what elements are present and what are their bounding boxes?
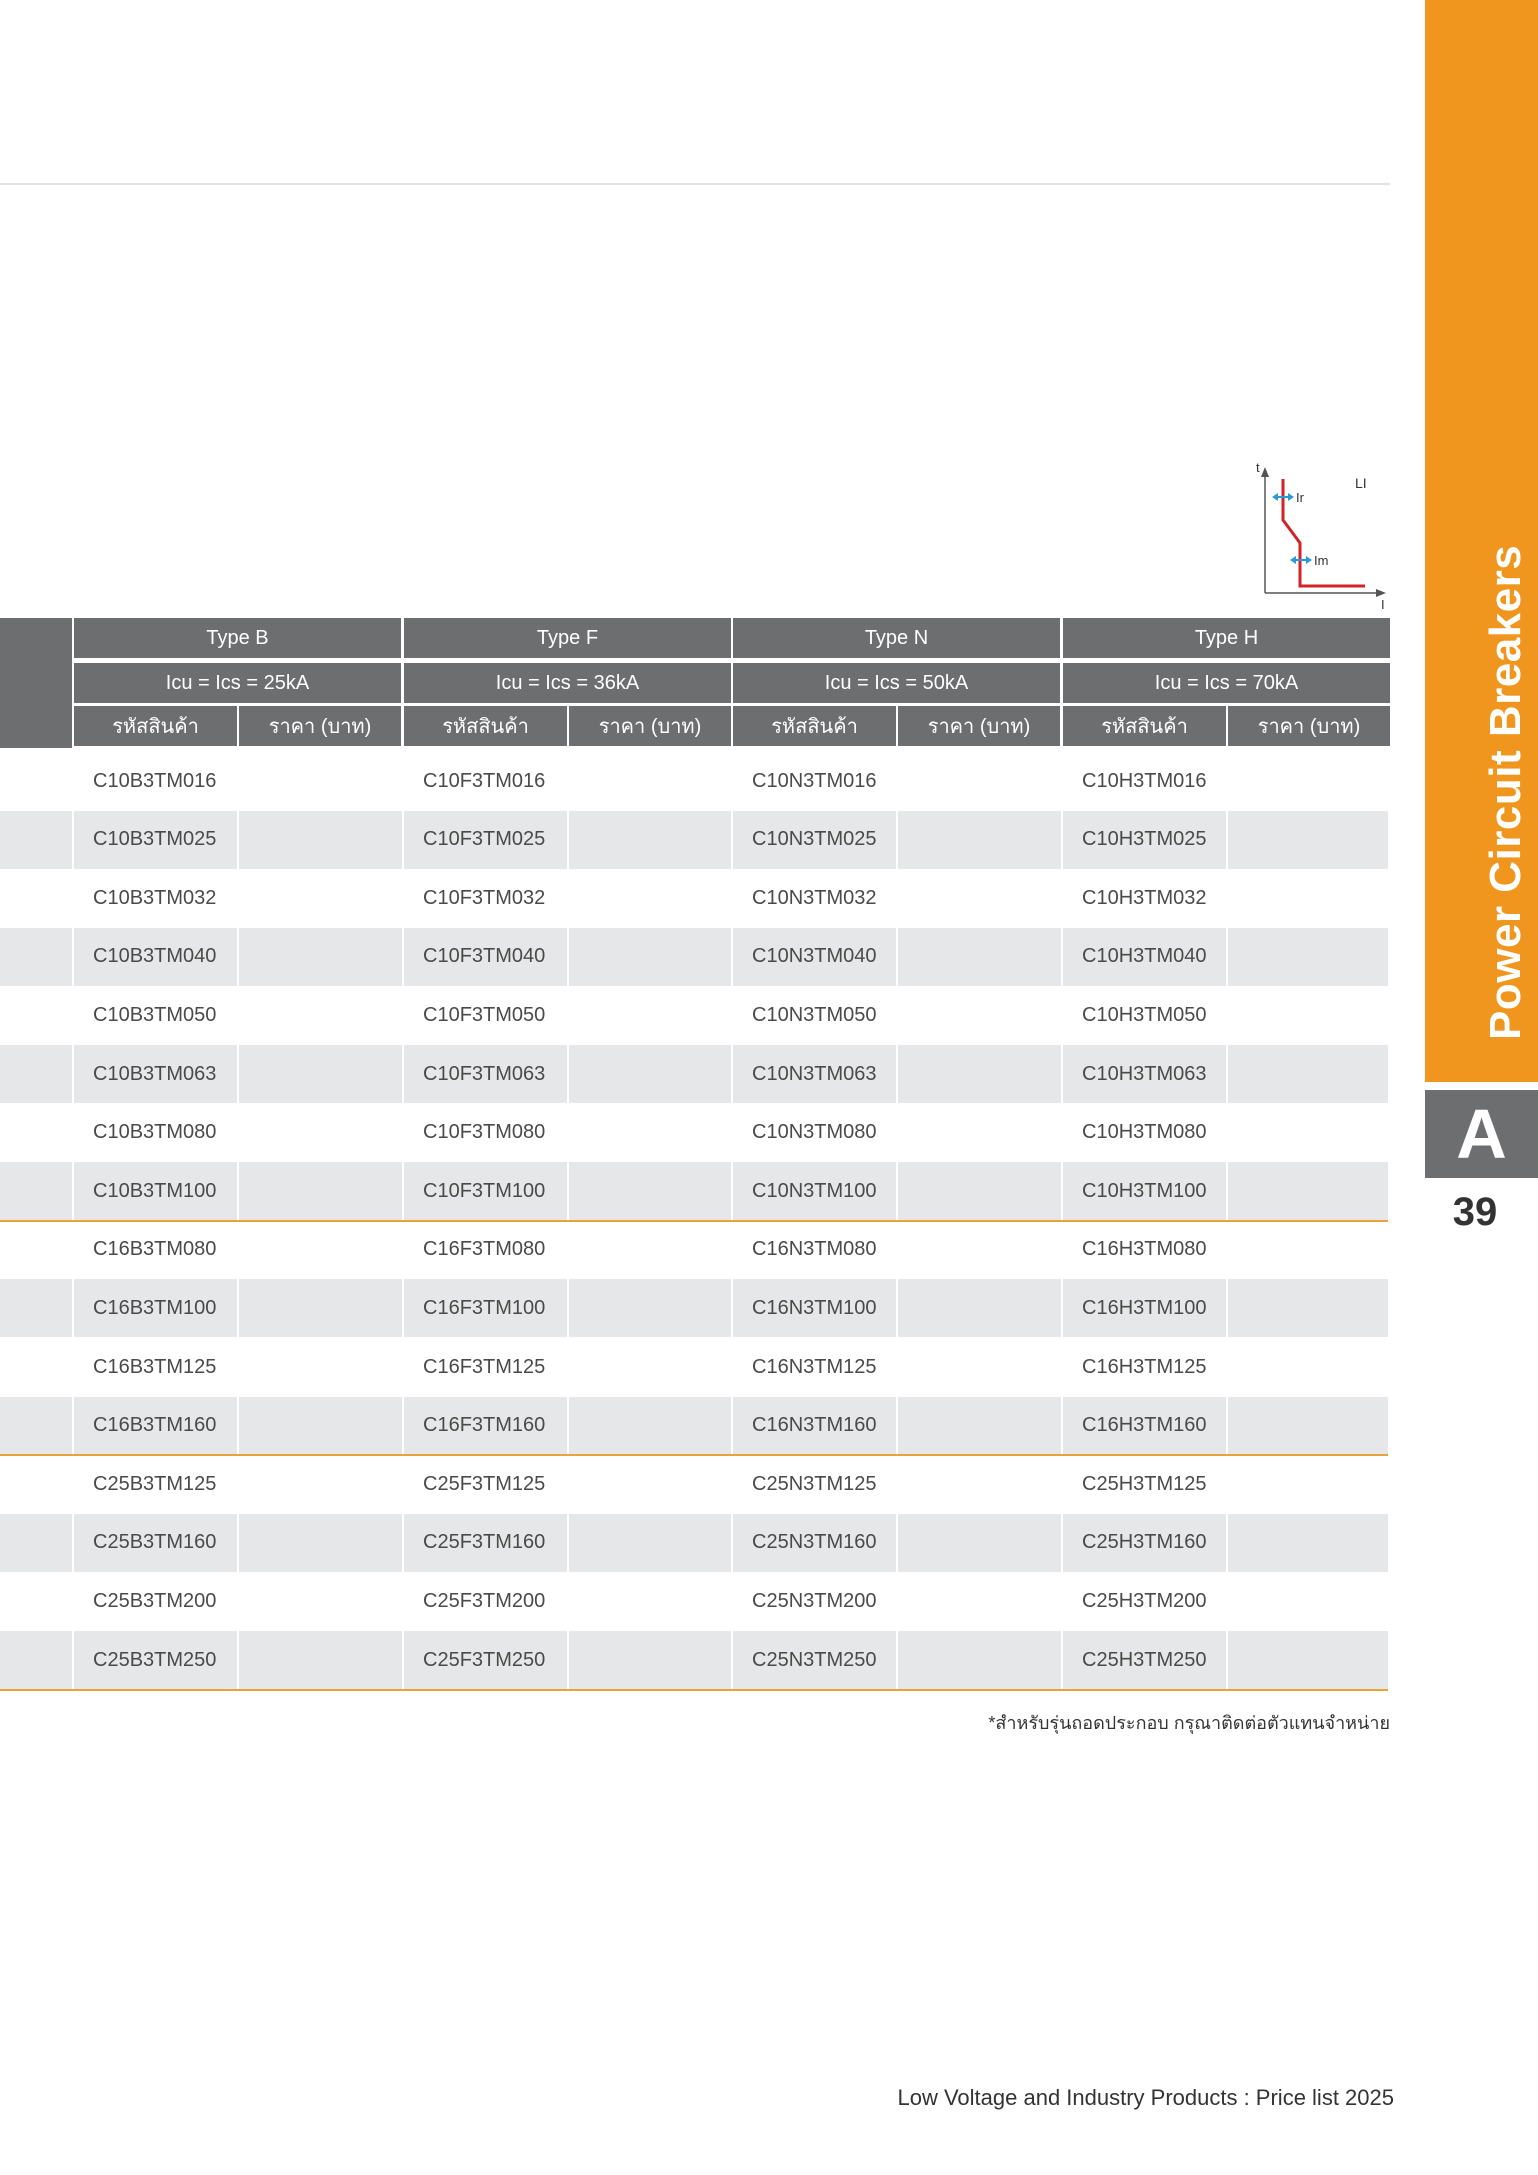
product-code-column-header: รหัสสินค้า xyxy=(404,706,567,746)
footer-title: Low Voltage and Industry Products : Price list 2025 xyxy=(897,2085,1394,2110)
product-code-cell: C10N3TM100 xyxy=(752,1179,877,1202)
product-code-cell: C10F3TM040 xyxy=(423,945,546,968)
product-code-cell: C25N3TM160 xyxy=(752,1531,877,1554)
product-code-cell: C10B3TM032 xyxy=(93,886,217,909)
table-row xyxy=(0,1162,1388,1220)
ir-label: Ir xyxy=(1296,490,1304,505)
product-code-cell: C10B3TM100 xyxy=(93,1179,217,1202)
type-header: Type H xyxy=(1063,618,1390,658)
footnote: *สำหรับรุ่นถอดประกอบ กรุณาติดต่อตัวแทนจำหน่าย xyxy=(988,1713,1390,1733)
type-header: Type N xyxy=(733,618,1060,658)
product-code-cell: C25N3TM200 xyxy=(752,1589,877,1612)
product-code-cell: C10B3TM040 xyxy=(93,945,217,968)
product-code-cell: C10H3TM050 xyxy=(1082,1003,1207,1026)
product-code-cell: C10N3TM032 xyxy=(752,886,877,909)
product-code-cell: C25H3TM125 xyxy=(1082,1472,1207,1495)
product-code-cell: C10H3TM063 xyxy=(1082,1062,1207,1085)
table-row xyxy=(0,928,1388,986)
product-code-cell: C10N3TM025 xyxy=(752,828,877,851)
product-code-cell: C10H3TM025 xyxy=(1082,828,1207,851)
product-code-cell: C16F3TM160 xyxy=(423,1414,546,1437)
product-code-cell: C16N3TM080 xyxy=(752,1238,877,1261)
product-code-cell: C16F3TM080 xyxy=(423,1238,546,1261)
product-code-cell: C16H3TM125 xyxy=(1082,1355,1207,1378)
rating-header: Icu = Ics = 25kA xyxy=(74,663,401,703)
rating-header: Icu = Ics = 50kA xyxy=(733,663,1060,703)
price-column-header: ราคา (บาท) xyxy=(239,706,401,746)
table-row xyxy=(0,869,1388,927)
product-code-cell: C25B3TM200 xyxy=(93,1589,217,1612)
product-code-cell: C10B3TM063 xyxy=(93,1062,217,1085)
product-code-cell: C16B3TM125 xyxy=(93,1355,217,1378)
table-row xyxy=(0,1572,1388,1630)
side-tab-title: Power Circuit Breakers xyxy=(1481,544,1530,1040)
product-code-cell: C16B3TM160 xyxy=(93,1414,217,1437)
product-code-cell: C10F3TM100 xyxy=(423,1179,546,1202)
table-row xyxy=(0,1397,1388,1455)
product-code-cell: C10B3TM025 xyxy=(93,828,217,851)
table-row xyxy=(0,1514,1388,1572)
table-row xyxy=(0,752,1388,810)
product-code-cell: C16N3TM100 xyxy=(752,1296,877,1319)
table-row xyxy=(0,1045,1388,1103)
table-row xyxy=(0,1221,1388,1279)
section-letter: A xyxy=(1425,1090,1538,1178)
product-code-cell: C10N3TM080 xyxy=(752,1121,877,1144)
product-code-cell: C10H3TM040 xyxy=(1082,945,1207,968)
group-divider xyxy=(0,1454,1388,1456)
rating-header: Icu = Ics = 36kA xyxy=(404,663,731,703)
group-divider xyxy=(0,1220,1388,1222)
product-code-cell: C10H3TM080 xyxy=(1082,1121,1207,1144)
product-code-cell: C10N3TM040 xyxy=(752,945,877,968)
im-label: Im xyxy=(1314,553,1329,568)
product-code-cell: C25N3TM125 xyxy=(752,1472,877,1495)
product-code-cell: C16B3TM100 xyxy=(93,1296,217,1319)
product-code-cell: C25N3TM250 xyxy=(752,1648,877,1671)
price-column-header: ราคา (บาท) xyxy=(569,706,731,746)
product-code-cell: C10N3TM050 xyxy=(752,1003,877,1026)
table-row xyxy=(0,1338,1388,1396)
price-column-header: ราคา (บาท) xyxy=(898,706,1060,746)
rating-header: Icu = Ics = 70kA xyxy=(1063,663,1390,703)
product-code-cell: C10N3TM016 xyxy=(752,769,877,792)
table-row xyxy=(0,811,1388,869)
i-axis-label: I xyxy=(1381,597,1385,612)
group-divider xyxy=(0,1689,1388,1691)
product-code-cell: C10H3TM032 xyxy=(1082,886,1207,909)
product-code-cell: C10F3TM050 xyxy=(423,1003,546,1026)
price-column-header: ราคา (บาท) xyxy=(1228,706,1390,746)
t-axis-label: t xyxy=(1256,460,1260,475)
product-code-cell: C10F3TM032 xyxy=(423,886,546,909)
product-code-cell: C25H3TM250 xyxy=(1082,1648,1207,1671)
table-row xyxy=(0,1104,1388,1162)
product-code-cell: C10H3TM100 xyxy=(1082,1179,1207,1202)
product-code-cell: C25F3TM125 xyxy=(423,1472,546,1495)
table-row xyxy=(0,986,1388,1044)
product-code-cell: C10F3TM025 xyxy=(423,828,546,851)
table-row xyxy=(0,1455,1388,1513)
type-header: Type B xyxy=(74,618,401,658)
side-tab xyxy=(1425,0,1538,1082)
product-code-column-header: รหัสสินค้า xyxy=(74,706,237,746)
trip-curve-icon xyxy=(1250,455,1390,615)
product-code-cell: C16F3TM125 xyxy=(423,1355,546,1378)
product-code-cell: C10F3TM080 xyxy=(423,1121,546,1144)
product-code-cell: C16H3TM100 xyxy=(1082,1296,1207,1319)
product-code-cell: C10F3TM016 xyxy=(423,769,546,792)
table-row xyxy=(0,1279,1388,1337)
product-code-cell: C16H3TM080 xyxy=(1082,1238,1207,1261)
product-code-cell: C10B3TM016 xyxy=(93,769,217,792)
product-code-cell: C16B3TM080 xyxy=(93,1238,217,1261)
product-code-cell: C25H3TM160 xyxy=(1082,1531,1207,1554)
product-code-column-header: รหัสสินค้า xyxy=(733,706,896,746)
product-code-cell: C10H3TM016 xyxy=(1082,769,1207,792)
product-code-column-header: รหัสสินค้า xyxy=(1063,706,1226,746)
top-divider xyxy=(0,183,1390,185)
product-code-cell: C25F3TM160 xyxy=(423,1531,546,1554)
product-code-cell: C25B3TM125 xyxy=(93,1472,217,1495)
product-code-cell: C16N3TM160 xyxy=(752,1414,877,1437)
curve-type-label: LI xyxy=(1355,475,1367,491)
table-row xyxy=(0,1631,1388,1689)
product-code-cell: C25F3TM250 xyxy=(423,1648,546,1671)
product-code-cell: C10B3TM050 xyxy=(93,1003,217,1026)
product-code-cell: C25B3TM250 xyxy=(93,1648,217,1671)
product-code-cell: C10N3TM063 xyxy=(752,1062,877,1085)
product-code-cell: C16F3TM100 xyxy=(423,1296,546,1319)
product-code-cell: C16N3TM125 xyxy=(752,1355,877,1378)
table-left-header-block xyxy=(0,618,72,748)
product-code-cell: C25H3TM200 xyxy=(1082,1589,1207,1612)
product-code-cell: C25B3TM160 xyxy=(93,1531,217,1554)
page-number: 39 xyxy=(1452,1190,1498,1234)
type-header: Type F xyxy=(404,618,731,658)
product-code-cell: C10F3TM063 xyxy=(423,1062,546,1085)
product-code-cell: C25F3TM200 xyxy=(423,1589,546,1612)
product-code-cell: C10B3TM080 xyxy=(93,1121,217,1144)
product-code-cell: C16H3TM160 xyxy=(1082,1414,1207,1437)
